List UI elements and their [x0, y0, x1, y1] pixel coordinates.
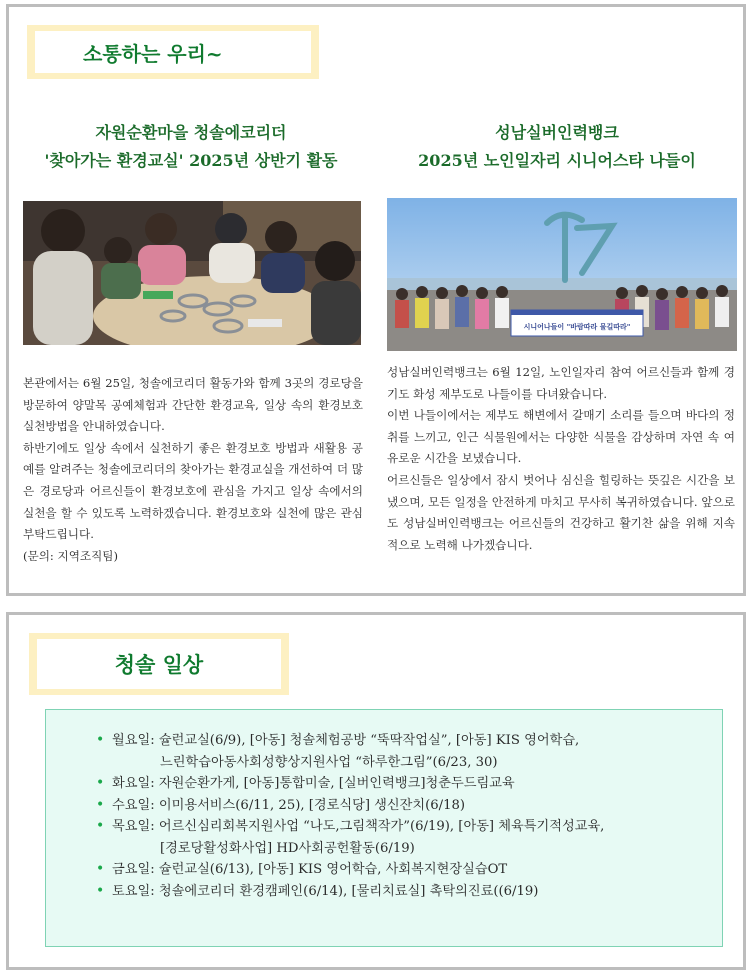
schedule-item-friday: [96, 859, 722, 881]
schedule-line: 월요일: 슐런교실(6/9), [아동] 청솔체험공방 “뚝딱작업실”, [아동] KIS 영어학습,: [112, 733, 580, 748]
article2-heading: [385, 119, 729, 175]
bullet-icon: •: [96, 732, 105, 748]
section-title: 청솔 일상: [37, 639, 281, 689]
section-title-box: [27, 25, 319, 79]
article1-heading-line2: '찾아가는 환경교실' 2025년 상반기 활동: [44, 151, 338, 170]
article1-contact: (문의: 지역조직팀): [23, 548, 119, 563]
schedule-item-monday: [96, 730, 722, 773]
bullet-icon: •: [96, 818, 105, 834]
schedule-line: 수요일: 이미용서비스(6/11, 25), [경로식당] 생신잔치(6/18): [112, 797, 466, 813]
schedule-line: 목요일: 어르신심리회복지원사업 “나도,그림책작가”(6/19), [아동] 체육특기적성교육,: [112, 819, 605, 834]
article2-heading-line1: 성남실버인력뱅크: [495, 123, 619, 142]
schedule-line: 금요일: 슐런교실(6/13), [아동] KIS 영어학습, 사회복지현장실습OT: [112, 862, 508, 877]
schedule-line-cont: 느린학습아동사회성향상지원사업 “하루한그림”(6/23, 30): [160, 754, 498, 770]
article2-body: [387, 362, 735, 556]
schedule-item-tuesday: [96, 773, 722, 795]
article2-paragraph: 이번 나들이에서는 제부도 해변에서 갈매기 소리를 들으며 바다의 정취를 느끼고, 인근 식물원에서는 다양한 식물을 감상하며 자연 속 여유로운 시간을 보냈습니다.: [387, 408, 735, 466]
article2-heading-line2: 2025년 노인일자리 시니어스타 나들이: [418, 151, 696, 170]
schedule-line: 화요일: 자원순환가게, [아동]통합미술, [실버인력뱅크]청춘두드림교육: [112, 776, 515, 791]
article1-heading-line1: 자원순환마을 청솔에코리더: [95, 123, 287, 142]
article2-paragraph: 성남실버인력뱅크는 6월 12일, 노인일자리 참여 어르신들과 함께 경기도 화성 제부도로 나들이를 다녀왔습니다.: [387, 365, 735, 401]
schedule-line-cont: [경로당활성화사업] HD사회공헌활동(6/19): [160, 840, 415, 856]
banner-text: 시니어나들이 "바람따라 물길따라": [523, 323, 631, 331]
schedule-line: 토요일: 청솔에코리더 환경캠페인(6/14), [물리치료실] 촉탁의진료((6/19): [112, 883, 539, 899]
article1-paragraph: 본관에서는 6월 25일, 청솔에코리더 활동가와 함께 3곳의 경로당을 방문하여 양말목 공예체험과 간단한 환경교육, 일상 속의 환경보호 실천방법을 안내하였습니다.: [23, 376, 363, 434]
bullet-icon: •: [96, 861, 105, 877]
article1-heading: [21, 119, 361, 175]
schedule-item-wednesday: [96, 795, 722, 817]
article1-photo: [23, 201, 361, 345]
article1-body: [23, 373, 363, 567]
article2-paragraph: 어르신들은 일상에서 잠시 벗어나 심신을 힐링하는 뜻깊은 시간을 보냈으며, 모든 일정을 안전하게 마치고 무사히 복귀하였습니다. 앞으로도 성남실버인력뱅크는 어르신들의 건강하고 활기찬 삶을 위해 지속적으로 노력해 나가겠습니다.: [387, 472, 735, 552]
article1-paragraph: 하반기에도 일상 속에서 실천하기 좋은 환경보호 방법과 새활용 공예를 알려주는 청솔에코리더의 찾아가는 환경교실을 개선하여 더 많은 경로당과 어르신들이 환경보호에 관심을 가지고 일상 속에서의 실천을 할 수 있도록 노력하겠습니다. 환경보호와 실천에 많은 관심 부탁드립니다.: [23, 440, 363, 542]
bullet-icon: •: [96, 882, 105, 899]
schedule-item-thursday: [96, 816, 722, 859]
daily-panel: [6, 612, 746, 970]
bullet-icon: •: [96, 796, 105, 813]
schedule-box: [45, 709, 723, 947]
section-title: 소통하는 우리~: [35, 31, 311, 73]
schedule-item-saturday: [96, 881, 722, 903]
article2-photo: [387, 198, 737, 351]
community-panel: [6, 4, 746, 596]
section-title-box: [29, 633, 289, 695]
bullet-icon: •: [96, 775, 105, 791]
